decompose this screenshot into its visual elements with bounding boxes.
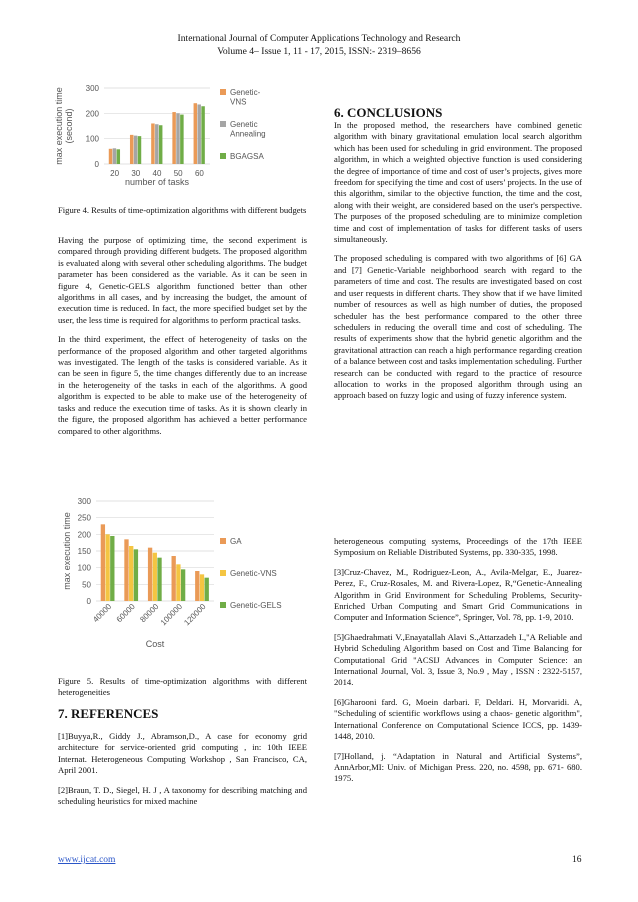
- x-tick-label: 80000: [138, 602, 161, 625]
- legend-label: [230, 569, 277, 578]
- y-axis-title-line: (second): [63, 108, 74, 144]
- references-left: [58, 731, 307, 815]
- bar-bgagsa: [159, 125, 162, 164]
- legend-swatch: [220, 538, 226, 544]
- bar-genetic-vns: [153, 553, 157, 601]
- legend-label: [230, 120, 266, 139]
- references-heading: 7. REFERENCES: [58, 706, 159, 721]
- page-number: 16: [572, 855, 582, 865]
- y-tick-label: 250: [77, 513, 91, 523]
- bar-genetic-vns: [176, 564, 180, 601]
- reference-2-continued: heterogeneous computing systems, Proceedings of the 17th IEEE Symposium on Reliable Distributed Systems, pp. 330-335, 1998.: [334, 536, 582, 558]
- y-tick-label: 0: [94, 160, 99, 169]
- legend-swatch: [220, 570, 226, 576]
- legend-swatch: [220, 153, 226, 159]
- x-tick-label: 60000: [114, 602, 137, 625]
- conclusion-paragraph-2: The proposed scheduling is compared with two algorithms of [6] GA and [7] Genetic-Variable neighborhood search with regard to the parameters of time and cost. The results are investigated based on cost and user requests in different charts. They show that if we have limited number of resources as well as high number of duties, the proposed scheduler has the best performance compared to the other three schedulers in reducing the overall time and cost of scheduling. The results of experiments show that the hybrid genetic algorithm and the gravitational attraction can reach a high performance regarding creation of a balance between cost and tasks implementation scheduling. Further research can be conducted with regard to the practice of resource allocation to works in the proposed algorithm through using an approach based on fuzzy logic and using of fuzzy inference system.: [334, 253, 582, 401]
- reference-5: [5]Ghaedrahmati V.,Enayatallah Alavi S.,Attarzadeh I.,"A Reliable and Hybrid Scheduling Algorithm based on Cost and Time Balancing for Computational Grid "ACSIJ Advances in Computer Science: an International Journal, Vol. 3, Issue 3, No.9 , May , ISSN : 2322-5157, 2014.: [334, 631, 582, 688]
- bar-genetic-vns: [130, 135, 133, 164]
- y-tick-label: 100: [85, 134, 99, 144]
- reference-3: [3]Cruz-Chavez, M., Rodriguez-Leon, A., Avila-Melgar, E., Juarez-Perez, F., Cruz-Rosales, M. and Rivera-Lopez, R,“Genetic-Annealing Algorithm in Grid Environment for Scheduling Problems, Security-Enriched Urban Computing and Smart Grid Communications in Computer and Information Science”, Springer, Vol. 78, pp. 1-9, 2010.: [334, 566, 582, 623]
- x-tick-label: 20: [110, 169, 120, 178]
- bar-ga: [101, 524, 105, 601]
- bar-genetic-annealing: [176, 113, 179, 164]
- legend-label-line: BGAGSA: [230, 152, 264, 161]
- legend-label-line: GA: [230, 537, 242, 546]
- x-tick-label: 120000: [182, 602, 208, 628]
- y-axis-title-line: max execution time: [54, 87, 64, 165]
- bar-genetic-vns: [109, 149, 112, 164]
- x-tick-label: 40000: [91, 602, 114, 625]
- y-tick-label: 50: [82, 580, 91, 590]
- legend-label: [230, 601, 282, 610]
- legend-swatch: [220, 89, 226, 95]
- bar-genetic-annealing: [134, 136, 137, 164]
- journal-volume: Volume 4– Issue 1, 11 - 17, 2015, ISSN:- 2319–8656: [217, 46, 421, 57]
- y-tick-label: 150: [77, 547, 91, 556]
- reference-6: [6]Gharooni fard. G, Moein darbari. F, Deldari. H, Morvaridi. A, "Scheduling of scientific workflows using a chaos- genetic algorithm", International Conference on Computational Science ICCS, pp. 1439- 1448, 2010.: [334, 696, 582, 742]
- reference-2: [2]Braun, T. D., Siegel, H. J , A taxonomy for describing matching and scheduling heuristics for mixed machine: [58, 784, 307, 807]
- conclusion-paragraph-1: In the proposed method, the researchers have combined genetic algorithm with binary gravitational emulation local search algorithm which has been used for scheduling in grid environment. The proposed algorithm, in which a weighted objective function is used considering the degree of importance of time and cost of user’s projects, gives more freedom for specifying the time and cost of users’ projects. In the use of this algorithm, similar to the objective function, the time and the cost, along with their weight, are considered based on the user's perspective. The purposes of the proposed scheduling are to minimize completion time and cost of implementation of tasks for different tasks of users simultaneously.: [334, 120, 582, 245]
- conclusions-heading: 6. CONCLUSIONS: [334, 105, 443, 120]
- figure5-caption: Figure 5. Results of time-optimization algorithms with different heterogeneities: [58, 676, 307, 698]
- references-right: [334, 536, 582, 793]
- y-axis-title: [54, 87, 74, 165]
- bar-genetic-gels: [205, 578, 209, 601]
- legend-label-line: Genetic-: [230, 88, 261, 97]
- bar-genetic-annealing: [113, 148, 116, 164]
- bar-ga: [172, 556, 176, 601]
- bar-genetic-vns: [105, 534, 109, 601]
- legend-label-line: VNS: [230, 97, 247, 107]
- bar-genetic-vns: [172, 112, 175, 164]
- bar-bgagsa: [138, 136, 141, 164]
- bar-bgagsa: [201, 106, 204, 164]
- figure5-chart: [52, 487, 304, 653]
- left-column: [58, 235, 307, 445]
- legend-label-line: Annealing: [230, 129, 266, 139]
- bar-genetic-gels: [110, 536, 114, 601]
- journal-title: International Journal of Computer Applications Technology and Research: [177, 33, 461, 44]
- figure4-chart: [52, 72, 304, 196]
- x-tick-label: 40: [152, 169, 162, 178]
- y-tick-label: 300: [85, 84, 99, 93]
- bar-genetic-annealing: [155, 124, 158, 164]
- right-column: [334, 120, 582, 410]
- legend-label: [230, 537, 242, 546]
- bar-genetic-vns: [151, 123, 154, 164]
- legend-label: [230, 88, 261, 107]
- y-tick-label: 200: [85, 109, 99, 119]
- paragraph-experiment3: In the third experiment, the effect of heterogeneity of tasks on the performance of the proposed algorithm and other targeted algorithms was investigated. The length of the tasks is considered variable. As it can be seen in figure 5, the time changes differently due to an increase in the heterogeneity of the tasks in each of the algorithms. A good algorithm is expected to be able to make use of the heterogeneity of tasks and reduce the execution time of tasks. As it is shown clearly in the figure, the proposed algorithm has achieved a better performance compared to other algorithms.: [58, 334, 307, 436]
- bar-genetic-vns: [194, 103, 197, 164]
- bar-genetic-gels: [181, 569, 185, 601]
- legend-label-line: Genetic-VNS: [230, 569, 277, 578]
- bar-bgagsa: [180, 115, 183, 164]
- x-tick-label: 60: [194, 169, 204, 178]
- bar-ga: [148, 548, 152, 601]
- x-tick-label: 30: [131, 169, 141, 178]
- x-tick-label: 50: [173, 169, 183, 178]
- legend-label: [230, 152, 264, 161]
- paragraph-experiment2: Having the purpose of optimizing time, the second experiment is compared through providing different budgets. The proposed algorithm is evaluated along with several other scheduling algorithms. The budget parameter has been considered as the variable. As it can be seen in figure 4, Genetic-GELS algorithm functioned better than other algorithms in all cases, and by increasing the budget, the amount of execution time is reduced. In fact, the more specified budget set by the user, the less time is required for algorithms to perform practical tasks.: [58, 235, 307, 325]
- x-axis-title: number of tasks: [124, 177, 190, 187]
- reference-7: [7]Holland, j. “Adaptation in Natural and Artificial Systems”, AnnArbor,MI: Univ. of Michigan Press. 220, no. 4598, pp. 671- 680. 1975.: [334, 750, 582, 784]
- y-tick-label: 300: [77, 497, 91, 506]
- y-axis-title: max execution time: [62, 512, 72, 590]
- reference-1: [1]Buyya,R., Giddy J., Abramson,D., A case for economy grid architecture for service-oriented grid computing , in: 10th IEEE Internat. Heterogeneous Computing Workshop , San Francisco, CA, April 2001.: [58, 731, 307, 776]
- y-tick-label: 200: [77, 530, 91, 540]
- legend-swatch: [220, 121, 226, 127]
- bar-genetic-gels: [134, 549, 138, 601]
- x-axis-title: Cost: [145, 639, 165, 649]
- y-tick-label: 100: [77, 563, 91, 573]
- bar-genetic-gels: [157, 558, 161, 601]
- y-tick-label: 0: [86, 597, 91, 606]
- bar-genetic-vns: [129, 546, 133, 601]
- bar-genetic-vns: [200, 574, 204, 601]
- legend-swatch: [220, 602, 226, 608]
- legend-label-line: Genetic-GELS: [230, 601, 282, 610]
- journal-website-link[interactable]: www.ijcat.com: [58, 855, 116, 865]
- bar-genetic-annealing: [197, 104, 200, 164]
- bar-ga: [195, 571, 199, 601]
- figure4-caption: Figure 4. Results of time-optimization algorithms with different budgets: [58, 205, 307, 215]
- bar-bgagsa: [117, 149, 120, 164]
- legend-label-line: Genetic: [230, 120, 258, 129]
- x-tick-label: 100000: [158, 602, 185, 628]
- bar-ga: [124, 539, 128, 601]
